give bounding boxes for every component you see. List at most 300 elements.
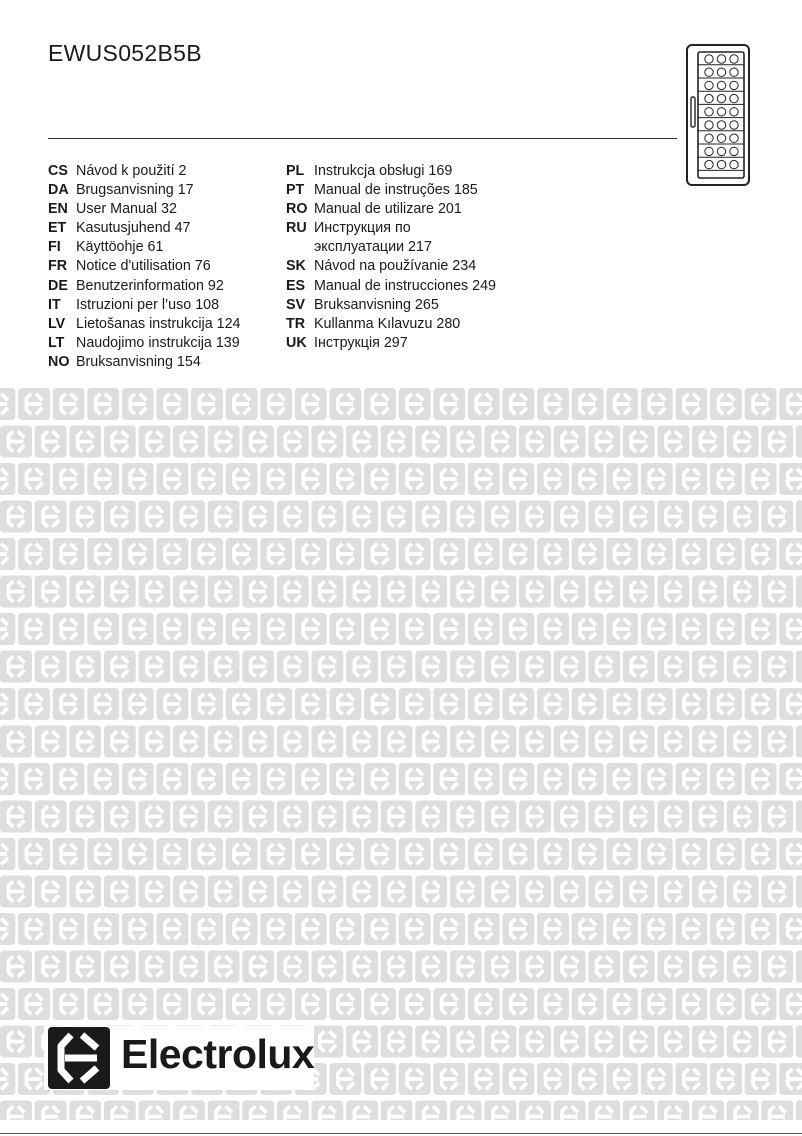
pattern-logo-tile — [364, 763, 396, 795]
pattern-logo-tile — [295, 913, 327, 945]
pattern-logo-tile — [295, 763, 327, 795]
pattern-logo-tile — [277, 951, 309, 983]
pattern-logo-tile — [572, 1063, 604, 1095]
language-item[interactable] — [48, 277, 241, 296]
pattern-logo-tile — [468, 913, 500, 945]
pattern-logo-tile — [399, 913, 431, 945]
pattern-logo-tile — [519, 501, 551, 533]
pattern-logo-tile — [710, 463, 742, 495]
pattern-logo-tile — [468, 1063, 500, 1095]
pattern-logo-tile — [364, 1063, 396, 1095]
pattern-logo-tile — [242, 501, 274, 533]
pattern-logo-tile — [399, 613, 431, 645]
language-item[interactable] — [48, 238, 241, 257]
pattern-logo-tile — [346, 1026, 378, 1058]
pattern-logo-tile — [35, 426, 67, 458]
pattern-logo-tile — [35, 951, 67, 983]
pattern-logo-tile — [364, 463, 396, 495]
pattern-logo-tile — [433, 763, 465, 795]
pattern-logo-tile — [433, 613, 465, 645]
pattern-logo-tile — [0, 576, 32, 608]
pattern-logo-tile — [35, 876, 67, 908]
pattern-logo-tile — [606, 388, 638, 420]
pattern-logo-tile — [745, 388, 777, 420]
pattern-logo-tile — [468, 988, 500, 1020]
pattern-logo-tile — [53, 388, 85, 420]
pattern-logo-tile — [710, 1063, 742, 1095]
pattern-logo-tile — [588, 651, 620, 683]
pattern-logo-tile — [623, 651, 655, 683]
pattern-logo-tile — [779, 1063, 802, 1095]
pattern-logo-tile — [311, 876, 343, 908]
pattern-logo-tile — [519, 876, 551, 908]
pattern-logo-tile — [588, 576, 620, 608]
pattern-logo-tile — [0, 651, 32, 683]
pattern-logo-tile — [675, 613, 707, 645]
pattern-logo-tile — [710, 688, 742, 720]
pattern-logo-tile — [277, 651, 309, 683]
pattern-logo-tile — [484, 801, 516, 833]
pattern-logo-tile — [779, 688, 802, 720]
language-manual-title: Manual de instruções 185 — [314, 182, 478, 199]
pattern-logo-tile — [329, 688, 361, 720]
pattern-logo-tile — [260, 988, 292, 1020]
pattern-logo-tile — [710, 763, 742, 795]
pattern-logo-tile — [226, 763, 258, 795]
pattern-logo-tile — [675, 538, 707, 570]
pattern-logo-tile — [519, 1026, 551, 1058]
pattern-logo-tile — [0, 838, 15, 870]
pattern-logo-tile — [35, 501, 67, 533]
language-item[interactable] — [48, 353, 241, 372]
pattern-logo-tile — [226, 913, 258, 945]
pattern-logo-tile — [484, 651, 516, 683]
language-item[interactable] — [48, 219, 241, 238]
pattern-logo-tile — [329, 613, 361, 645]
pattern-logo-tile — [242, 426, 274, 458]
language-manual-title: Návod k použití 2 — [76, 163, 187, 179]
pattern-logo-tile — [311, 1101, 343, 1121]
language-manual-title: Käyttöohje 61 — [76, 239, 164, 256]
pattern-logo-tile — [415, 1101, 447, 1121]
language-code: SK — [286, 258, 306, 275]
language-code: PL — [286, 163, 305, 179]
language-code: ES — [286, 277, 306, 294]
pattern-logo-tile — [657, 576, 689, 608]
language-code: SV — [286, 296, 306, 313]
pattern-logo-tile — [138, 951, 170, 983]
pattern-logo-tile — [450, 951, 482, 983]
pattern-logo-tile — [450, 426, 482, 458]
pattern-logo-tile — [537, 538, 569, 570]
pattern-logo-tile — [295, 988, 327, 1020]
pattern-logo-tile — [87, 688, 119, 720]
pattern-logo-tile — [692, 726, 724, 758]
pattern-logo-tile — [69, 1101, 101, 1121]
pattern-logo-tile — [779, 838, 802, 870]
pattern-logo-tile — [208, 501, 240, 533]
pattern-logo-tile — [69, 426, 101, 458]
pattern-logo-tile — [329, 988, 361, 1020]
pattern-logo-tile — [208, 951, 240, 983]
pattern-logo-tile — [260, 913, 292, 945]
pattern-logo-tile — [502, 988, 534, 1020]
pattern-logo-tile — [572, 838, 604, 870]
pattern-logo-tile — [173, 801, 205, 833]
pattern-logo-tile — [156, 988, 188, 1020]
pattern-logo-tile — [572, 463, 604, 495]
pattern-logo-tile — [710, 988, 742, 1020]
language-item[interactable] — [286, 334, 496, 353]
pattern-logo-tile — [87, 763, 119, 795]
pattern-logo-tile — [468, 763, 500, 795]
pattern-logo-tile — [311, 801, 343, 833]
pattern-logo-tile — [623, 426, 655, 458]
pattern-logo-tile — [727, 1026, 759, 1058]
language-code: LV — [48, 315, 66, 332]
language-code: LT — [48, 334, 65, 351]
pattern-logo-tile — [692, 426, 724, 458]
language-item[interactable] — [48, 315, 241, 334]
pattern-logo-tile — [623, 726, 655, 758]
pattern-logo-tile — [727, 951, 759, 983]
pattern-logo-tile — [641, 463, 673, 495]
pattern-logo-tile — [364, 613, 396, 645]
pattern-logo-tile — [277, 576, 309, 608]
pattern-logo-tile — [519, 576, 551, 608]
pattern-logo-tile — [572, 688, 604, 720]
language-manual-title: Instrukcja obsługi 169 — [314, 163, 453, 179]
pattern-logo-tile — [104, 801, 136, 833]
pattern-logo-tile — [606, 838, 638, 870]
pattern-logo-tile — [606, 988, 638, 1020]
pattern-logo-tile — [450, 576, 482, 608]
pattern-logo-tile — [606, 538, 638, 570]
pattern-logo-tile — [173, 1101, 205, 1121]
language-manual-title: User Manual 32 — [76, 201, 177, 218]
pattern-logo-tile — [242, 576, 274, 608]
pattern-logo-tile — [572, 613, 604, 645]
pattern-logo-tile — [588, 426, 620, 458]
pattern-logo-tile — [104, 651, 136, 683]
pattern-logo-tile — [641, 688, 673, 720]
pattern-logo-tile — [641, 388, 673, 420]
language-manual-title: Інструкція 297 — [314, 334, 408, 351]
pattern-logo-tile — [554, 576, 586, 608]
language-item[interactable] — [48, 334, 241, 353]
pattern-logo-tile — [415, 576, 447, 608]
pattern-logo-tile — [502, 613, 534, 645]
pattern-logo-tile — [0, 688, 15, 720]
pattern-logo-tile — [572, 913, 604, 945]
language-item[interactable] — [286, 181, 496, 200]
pattern-logo-tile — [588, 726, 620, 758]
pattern-logo-tile — [433, 688, 465, 720]
pattern-logo-tile — [295, 538, 327, 570]
pattern-logo-tile — [311, 726, 343, 758]
pattern-logo-tile — [761, 426, 793, 458]
pattern-logo-tile — [745, 1063, 777, 1095]
pattern-logo-tile — [69, 651, 101, 683]
pattern-logo-tile — [364, 913, 396, 945]
language-code: PT — [286, 182, 305, 199]
pattern-logo-tile — [710, 388, 742, 420]
pattern-logo-tile — [727, 651, 759, 683]
language-item[interactable] — [286, 277, 496, 296]
pattern-logo-tile — [796, 1026, 802, 1058]
pattern-logo-tile — [277, 801, 309, 833]
pattern-logo-tile — [381, 951, 413, 983]
pattern-logo-tile — [450, 1101, 482, 1121]
pattern-logo-tile — [399, 838, 431, 870]
pattern-logo-tile — [138, 726, 170, 758]
pattern-logo-tile — [484, 501, 516, 533]
pattern-logo-tile — [399, 988, 431, 1020]
pattern-logo-tile — [104, 501, 136, 533]
pattern-logo-tile — [641, 763, 673, 795]
pattern-logo-tile — [87, 913, 119, 945]
pattern-logo-tile — [346, 651, 378, 683]
pattern-logo-tile — [537, 988, 569, 1020]
pattern-logo-tile — [779, 988, 802, 1020]
language-code: NO — [48, 353, 70, 370]
pattern-logo-tile — [226, 838, 258, 870]
pattern-logo-tile — [346, 426, 378, 458]
pattern-logo-tile — [191, 988, 223, 1020]
pattern-logo-tile — [641, 838, 673, 870]
pattern-logo-tile — [18, 538, 50, 570]
pattern-logo-tile — [641, 538, 673, 570]
pattern-logo-tile — [69, 501, 101, 533]
pattern-logo-tile — [208, 426, 240, 458]
pattern-logo-tile — [381, 1101, 413, 1121]
pattern-logo-tile — [399, 538, 431, 570]
pattern-logo-tile — [329, 838, 361, 870]
pattern-logo-tile — [554, 501, 586, 533]
pattern-logo-tile — [588, 1101, 620, 1121]
language-item[interactable] — [48, 200, 241, 219]
pattern-logo-tile — [761, 651, 793, 683]
pattern-logo-tile — [623, 801, 655, 833]
language-item[interactable] — [48, 162, 241, 181]
pattern-logo-tile — [399, 1063, 431, 1095]
pattern-logo-tile — [0, 538, 15, 570]
pattern-logo-tile — [657, 651, 689, 683]
pattern-logo-tile — [0, 501, 32, 533]
pattern-logo-tile — [381, 876, 413, 908]
pattern-logo-tile — [53, 988, 85, 1020]
pattern-logo-tile — [779, 388, 802, 420]
pattern-logo-tile — [295, 463, 327, 495]
pattern-logo-tile — [519, 651, 551, 683]
pattern-logo-tile — [122, 838, 154, 870]
brand-wordmark: Electrolux — [121, 1031, 315, 1077]
language-item[interactable] — [48, 296, 241, 315]
pattern-logo-tile — [761, 1101, 793, 1121]
pattern-logo-tile — [675, 763, 707, 795]
language-code: RU — [286, 220, 307, 237]
pattern-logo-tile — [226, 613, 258, 645]
pattern-logo-tile — [208, 801, 240, 833]
pattern-logo-tile — [450, 651, 482, 683]
pattern-logo-tile — [242, 651, 274, 683]
pattern-logo-tile — [173, 876, 205, 908]
language-item[interactable] — [48, 181, 241, 200]
pattern-logo-tile — [537, 1063, 569, 1095]
language-code: FR — [48, 258, 68, 275]
pattern-logo-tile — [138, 651, 170, 683]
pattern-logo-tile — [572, 988, 604, 1020]
pattern-logo-tile — [346, 1101, 378, 1121]
pattern-logo-tile — [122, 538, 154, 570]
pattern-logo-tile — [35, 1101, 67, 1121]
pattern-logo-tile — [502, 1063, 534, 1095]
pattern-logo-tile — [277, 1101, 309, 1121]
pattern-logo-tile — [745, 988, 777, 1020]
pattern-logo-tile — [606, 463, 638, 495]
pattern-logo-tile — [329, 763, 361, 795]
language-item[interactable] — [286, 315, 496, 334]
pattern-logo-tile — [502, 538, 534, 570]
pattern-logo-tile — [53, 913, 85, 945]
pattern-logo-tile — [381, 426, 413, 458]
pattern-logo-tile — [191, 688, 223, 720]
pattern-logo-tile — [242, 726, 274, 758]
pattern-logo-tile — [277, 426, 309, 458]
language-item-continuation[interactable] — [286, 238, 496, 257]
pattern-logo-tile — [727, 426, 759, 458]
language-item[interactable] — [286, 296, 496, 315]
pattern-logo-tile — [242, 951, 274, 983]
pattern-logo-tile — [364, 538, 396, 570]
language-item[interactable] — [286, 162, 496, 181]
pattern-logo-tile — [381, 726, 413, 758]
pattern-logo-tile — [156, 463, 188, 495]
pattern-logo-tile — [519, 951, 551, 983]
pattern-logo-tile — [745, 463, 777, 495]
pattern-logo-tile — [450, 876, 482, 908]
language-code: FI — [48, 239, 61, 256]
pattern-logo-tile — [104, 876, 136, 908]
pattern-logo-tile — [710, 838, 742, 870]
pattern-logo-tile — [156, 688, 188, 720]
language-manual-title: Bruksanvisning 265 — [314, 296, 439, 313]
pattern-logo-tile — [191, 388, 223, 420]
pattern-logo-tile — [761, 576, 793, 608]
pattern-logo-tile — [415, 951, 447, 983]
pattern-logo-tile — [381, 1026, 413, 1058]
language-item[interactable] — [286, 219, 496, 238]
pattern-logo-tile — [554, 1026, 586, 1058]
pattern-logo-tile — [537, 913, 569, 945]
pattern-logo-tile — [364, 388, 396, 420]
pattern-logo-tile — [606, 688, 638, 720]
pattern-logo-tile — [623, 876, 655, 908]
language-item[interactable] — [286, 200, 496, 219]
pattern-logo-tile — [554, 726, 586, 758]
pattern-logo-tile — [588, 951, 620, 983]
pattern-logo-tile — [641, 988, 673, 1020]
pattern-logo-tile — [156, 388, 188, 420]
pattern-logo-tile — [173, 651, 205, 683]
pattern-logo-tile — [226, 688, 258, 720]
pattern-logo-tile — [191, 463, 223, 495]
pattern-logo-tile — [399, 463, 431, 495]
language-item[interactable] — [286, 257, 496, 276]
language-manual-title: Bruksanvisning 154 — [76, 353, 201, 370]
pattern-logo-tile — [415, 801, 447, 833]
pattern-logo-tile — [519, 726, 551, 758]
pattern-logo-tile — [502, 913, 534, 945]
pattern-logo-tile — [242, 1101, 274, 1121]
pattern-logo-tile — [329, 538, 361, 570]
pattern-logo-tile — [242, 801, 274, 833]
pattern-logo-tile — [173, 426, 205, 458]
pattern-logo-tile — [208, 1101, 240, 1121]
pattern-logo-tile — [779, 613, 802, 645]
language-manual-title: Kasutusjuhend 47 — [76, 220, 191, 237]
pattern-logo-tile — [173, 726, 205, 758]
language-manual-title: Инструкция по — [314, 220, 411, 237]
pattern-logo-tile — [122, 913, 154, 945]
language-item[interactable] — [48, 257, 241, 276]
pattern-logo-tile — [208, 876, 240, 908]
language-code — [286, 238, 314, 257]
pattern-logo-tile — [415, 501, 447, 533]
pattern-logo-tile — [692, 876, 724, 908]
language-code: TR — [286, 315, 306, 332]
pattern-logo-tile — [745, 613, 777, 645]
language-code: UK — [286, 334, 307, 351]
electrolux-logo-pattern — [0, 388, 802, 1120]
pattern-logo-tile — [35, 651, 67, 683]
language-manual-title: Lietošanas instrukcija 124 — [76, 315, 241, 332]
pattern-logo-tile — [468, 538, 500, 570]
pattern-logo-tile — [692, 1101, 724, 1121]
pattern-logo-tile — [796, 426, 802, 458]
pattern-logo-tile — [796, 501, 802, 533]
pattern-logo-tile — [346, 501, 378, 533]
language-manual-title: Istruzioni per l’uso 108 — [76, 296, 220, 313]
pattern-logo-tile — [35, 801, 67, 833]
pattern-logo-tile — [675, 688, 707, 720]
pattern-logo-tile — [484, 1026, 516, 1058]
pattern-logo-tile — [641, 1063, 673, 1095]
pattern-logo-tile — [710, 538, 742, 570]
pattern-logo-tile — [156, 763, 188, 795]
pattern-logo-tile — [0, 1063, 15, 1095]
pattern-logo-tile — [0, 988, 15, 1020]
pattern-logo-tile — [502, 688, 534, 720]
pattern-logo-tile — [295, 688, 327, 720]
pattern-logo-tile — [433, 463, 465, 495]
pattern-logo-tile — [657, 501, 689, 533]
pattern-logo-tile — [468, 838, 500, 870]
pattern-logo-tile — [692, 801, 724, 833]
pattern-logo-tile — [87, 538, 119, 570]
pattern-logo-tile — [710, 913, 742, 945]
pattern-logo-tile — [450, 1026, 482, 1058]
language-manual-title: Manual de instrucciones 249 — [314, 277, 496, 294]
pattern-logo-tile — [761, 951, 793, 983]
pattern-logo-tile — [468, 688, 500, 720]
pattern-logo-tile — [484, 426, 516, 458]
pattern-logo-tile — [69, 951, 101, 983]
pattern-logo-tile — [381, 801, 413, 833]
pattern-logo-tile — [0, 426, 32, 458]
pattern-logo-tile — [399, 763, 431, 795]
pattern-logo-tile — [277, 501, 309, 533]
